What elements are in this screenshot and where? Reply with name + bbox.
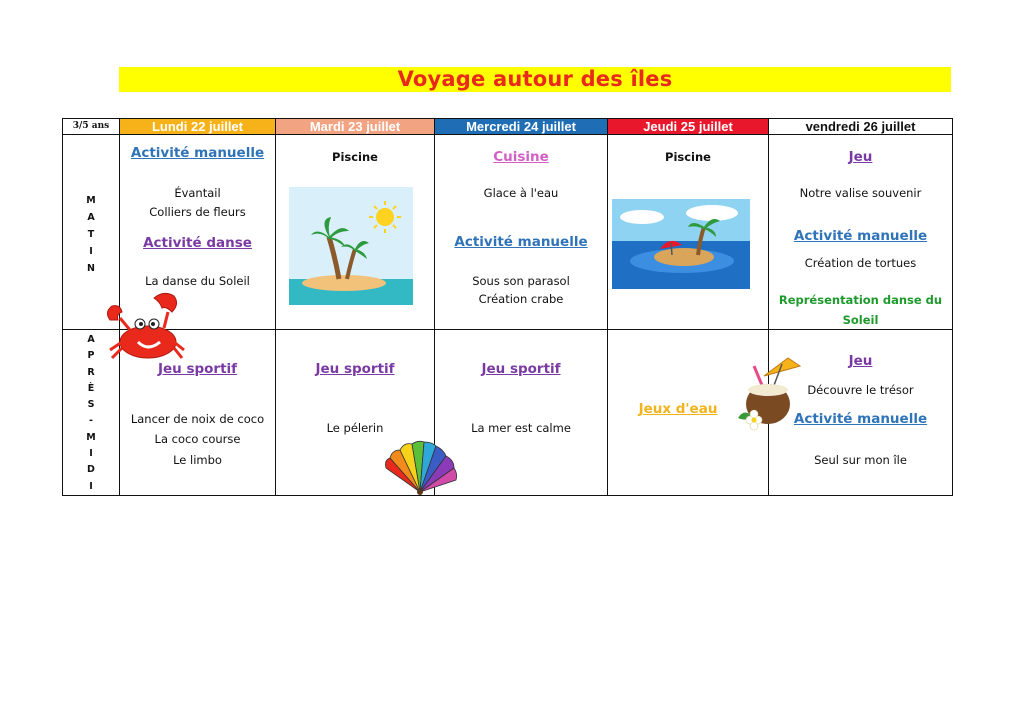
cell-jeudi-matin xyxy=(608,135,769,330)
island-palm-icon xyxy=(289,187,413,305)
category-label: Jeu sportif xyxy=(157,361,238,377)
activity-text: Création de tortues xyxy=(804,256,917,270)
activity-text: La danse du Soleil xyxy=(145,274,250,288)
crab-icon xyxy=(104,290,188,364)
island-beach-icon xyxy=(612,199,750,289)
activity-text: Évantail xyxy=(174,186,221,200)
activity-text: La coco course xyxy=(154,432,241,446)
cell-mardi-matin xyxy=(276,135,435,330)
category-label: Activité danse xyxy=(143,235,252,251)
title-banner xyxy=(119,67,951,92)
day-header-jeudi: Jeudi 25 juillet xyxy=(608,119,769,135)
category-label: Jeux d'eau xyxy=(638,401,718,417)
day-header-lundi: Lundi 22 juillet xyxy=(120,119,276,135)
activity-text: Création crabe xyxy=(478,292,564,306)
activity-text-green: Soleil xyxy=(842,313,879,327)
activity-text-green: Représentation danse du xyxy=(778,293,943,307)
activity-text: Glace à l'eau xyxy=(483,186,559,200)
day-header-mercredi: Mercredi 24 juillet xyxy=(435,119,608,135)
category-label: Jeu sportif xyxy=(315,361,395,377)
age-header: 3/5 ans xyxy=(63,119,120,135)
category-label: Activité manuelle xyxy=(130,145,265,161)
activity-text: Lancer de noix de coco xyxy=(130,412,265,426)
activity-text: Seul sur mon île xyxy=(814,453,907,467)
day-header-vendredi: vendredi 26 juillet xyxy=(769,119,953,135)
activity-text: Notre valise souvenir xyxy=(799,186,922,200)
category-label: Activité manuelle xyxy=(793,228,928,244)
fan-icon xyxy=(380,438,462,496)
activity-text: Piscine xyxy=(665,150,711,164)
page-title: Voyage autour des îles xyxy=(397,67,673,91)
activity-text: La mer est calme xyxy=(471,421,571,435)
coconut-drink-icon xyxy=(734,356,804,432)
category-label: Activité manuelle xyxy=(454,234,588,250)
day-header-mardi: Mardi 23 juillet xyxy=(276,119,435,135)
category-label: Jeu xyxy=(848,353,873,369)
side-label-apres-midi: A P R È S - M I D I xyxy=(63,330,120,496)
activity-text: Découvre le trésor xyxy=(807,383,914,397)
activity-text: Colliers de fleurs xyxy=(149,205,246,219)
activity-text: Piscine xyxy=(332,150,378,164)
category-label: Activité manuelle xyxy=(793,411,928,427)
activity-text: Sous son parasol xyxy=(472,274,570,288)
activity-text: Le pélerin xyxy=(326,421,384,435)
activity-text: Le limbo xyxy=(173,453,222,467)
category-label: Jeu sportif xyxy=(481,361,561,377)
side-label-matin: M A T I N xyxy=(63,135,120,330)
category-label: Jeu xyxy=(848,149,873,165)
planning-table xyxy=(62,118,953,496)
cell-mercredi-matin xyxy=(435,135,608,330)
cell-vendredi-matin xyxy=(769,135,953,330)
category-label: Cuisine xyxy=(493,149,549,165)
